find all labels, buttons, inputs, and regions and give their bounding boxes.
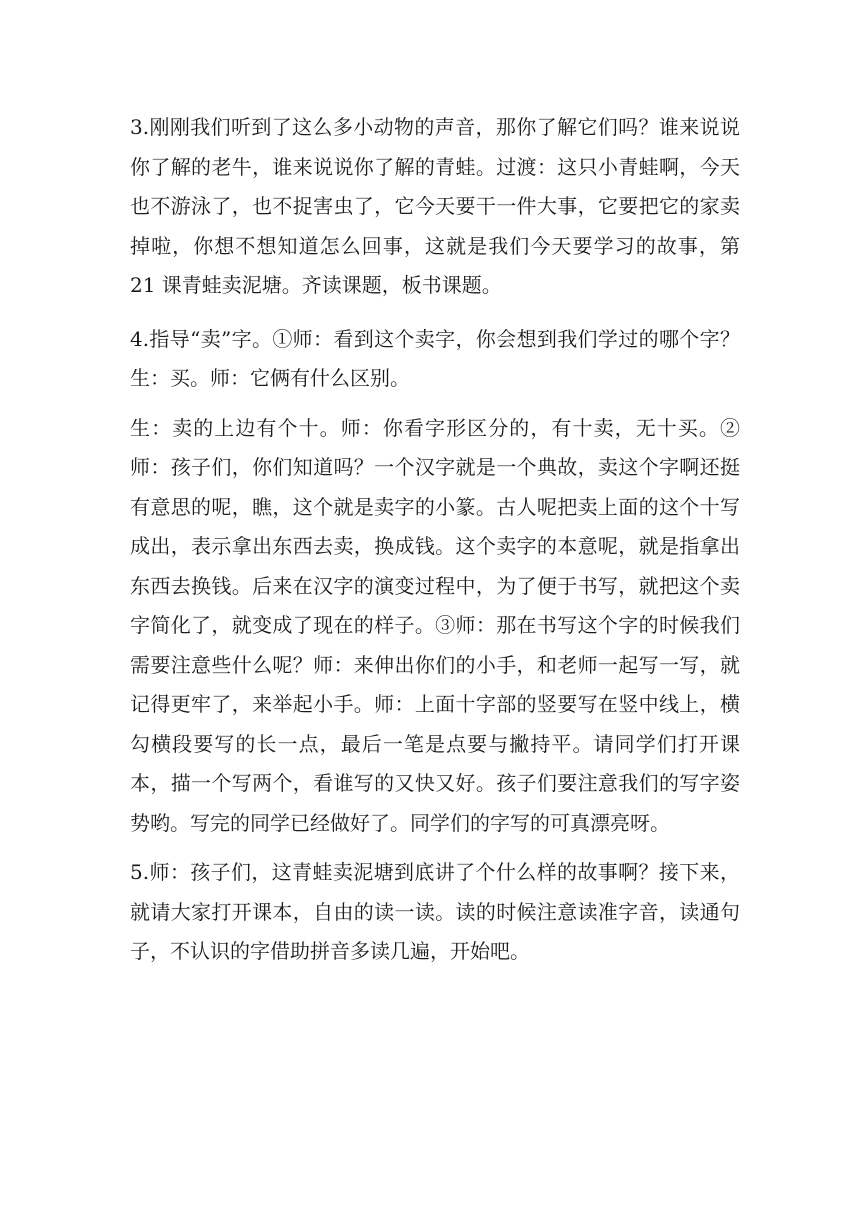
document-page bbox=[130, 108, 740, 982]
paragraph-step-5: 5.师：孩子们，这青蛙卖泥塘到底讲了个什么样的故事啊？接下来，就请大家打开课本，自由的读一读。读的时候注意读准字音，读通句子，不认识的字借助拼音多读几遍，开始吧。 bbox=[130, 860, 740, 963]
paragraph-step-4: 4.指导“卖”字。①师：看到这个卖字，你会想到我们学过的哪个字？生：买。师：它俩有什么区别。 bbox=[130, 326, 740, 390]
paragraph-step-4-continued: 生：卖的上边有个十。师：你看字形区分的，有十卖，无十买。②师：孩子们，你们知道吗？一个汉字就是一个典故，卖这个字啊还挺有意思的呢，瞧，这个就是卖字的小篆。古人呢把卖上面的这个十写成出，表示拿出东西去卖，换成钱。这个卖字的本意呢，就是指拿出东西去换钱。后来在汉字的演变过程中，为了便于书写，就把这个卖字简化了，就变成了现在的样子。③师：那在书写这个字的时候我们需要注意些什么呢？师：来伸出你们的小手，和老师一起写一写，就记得更牢了，来举起小手。师：上面十字部的竖要写在竖中线上，横勾横段要写的长一点，最后一笔是点要与撇持平。请同学们打开课本，描一个写两个，看谁写的又快又好。孩子们要注意我们的写字姿势哟。写完的同学已经做好了。同学们的字写的可真漂亮呀。 bbox=[130, 415, 740, 835]
paragraph-step-3: 3.刚刚我们听到了这么多小动物的声音，那你了解它们吗？谁来说说你了解的老牛，谁来说说你了解的青蛙。过渡：这只小青蛙啊，今天也不游泳了，也不捉害虫了，它今天要干一件大事，它要把它的家卖掉啦，你想不想知道怎么回事，这就是我们今天要学习的故事，第 21 课青蛙卖泥塘。齐读课题，板书课题。 bbox=[130, 115, 740, 297]
